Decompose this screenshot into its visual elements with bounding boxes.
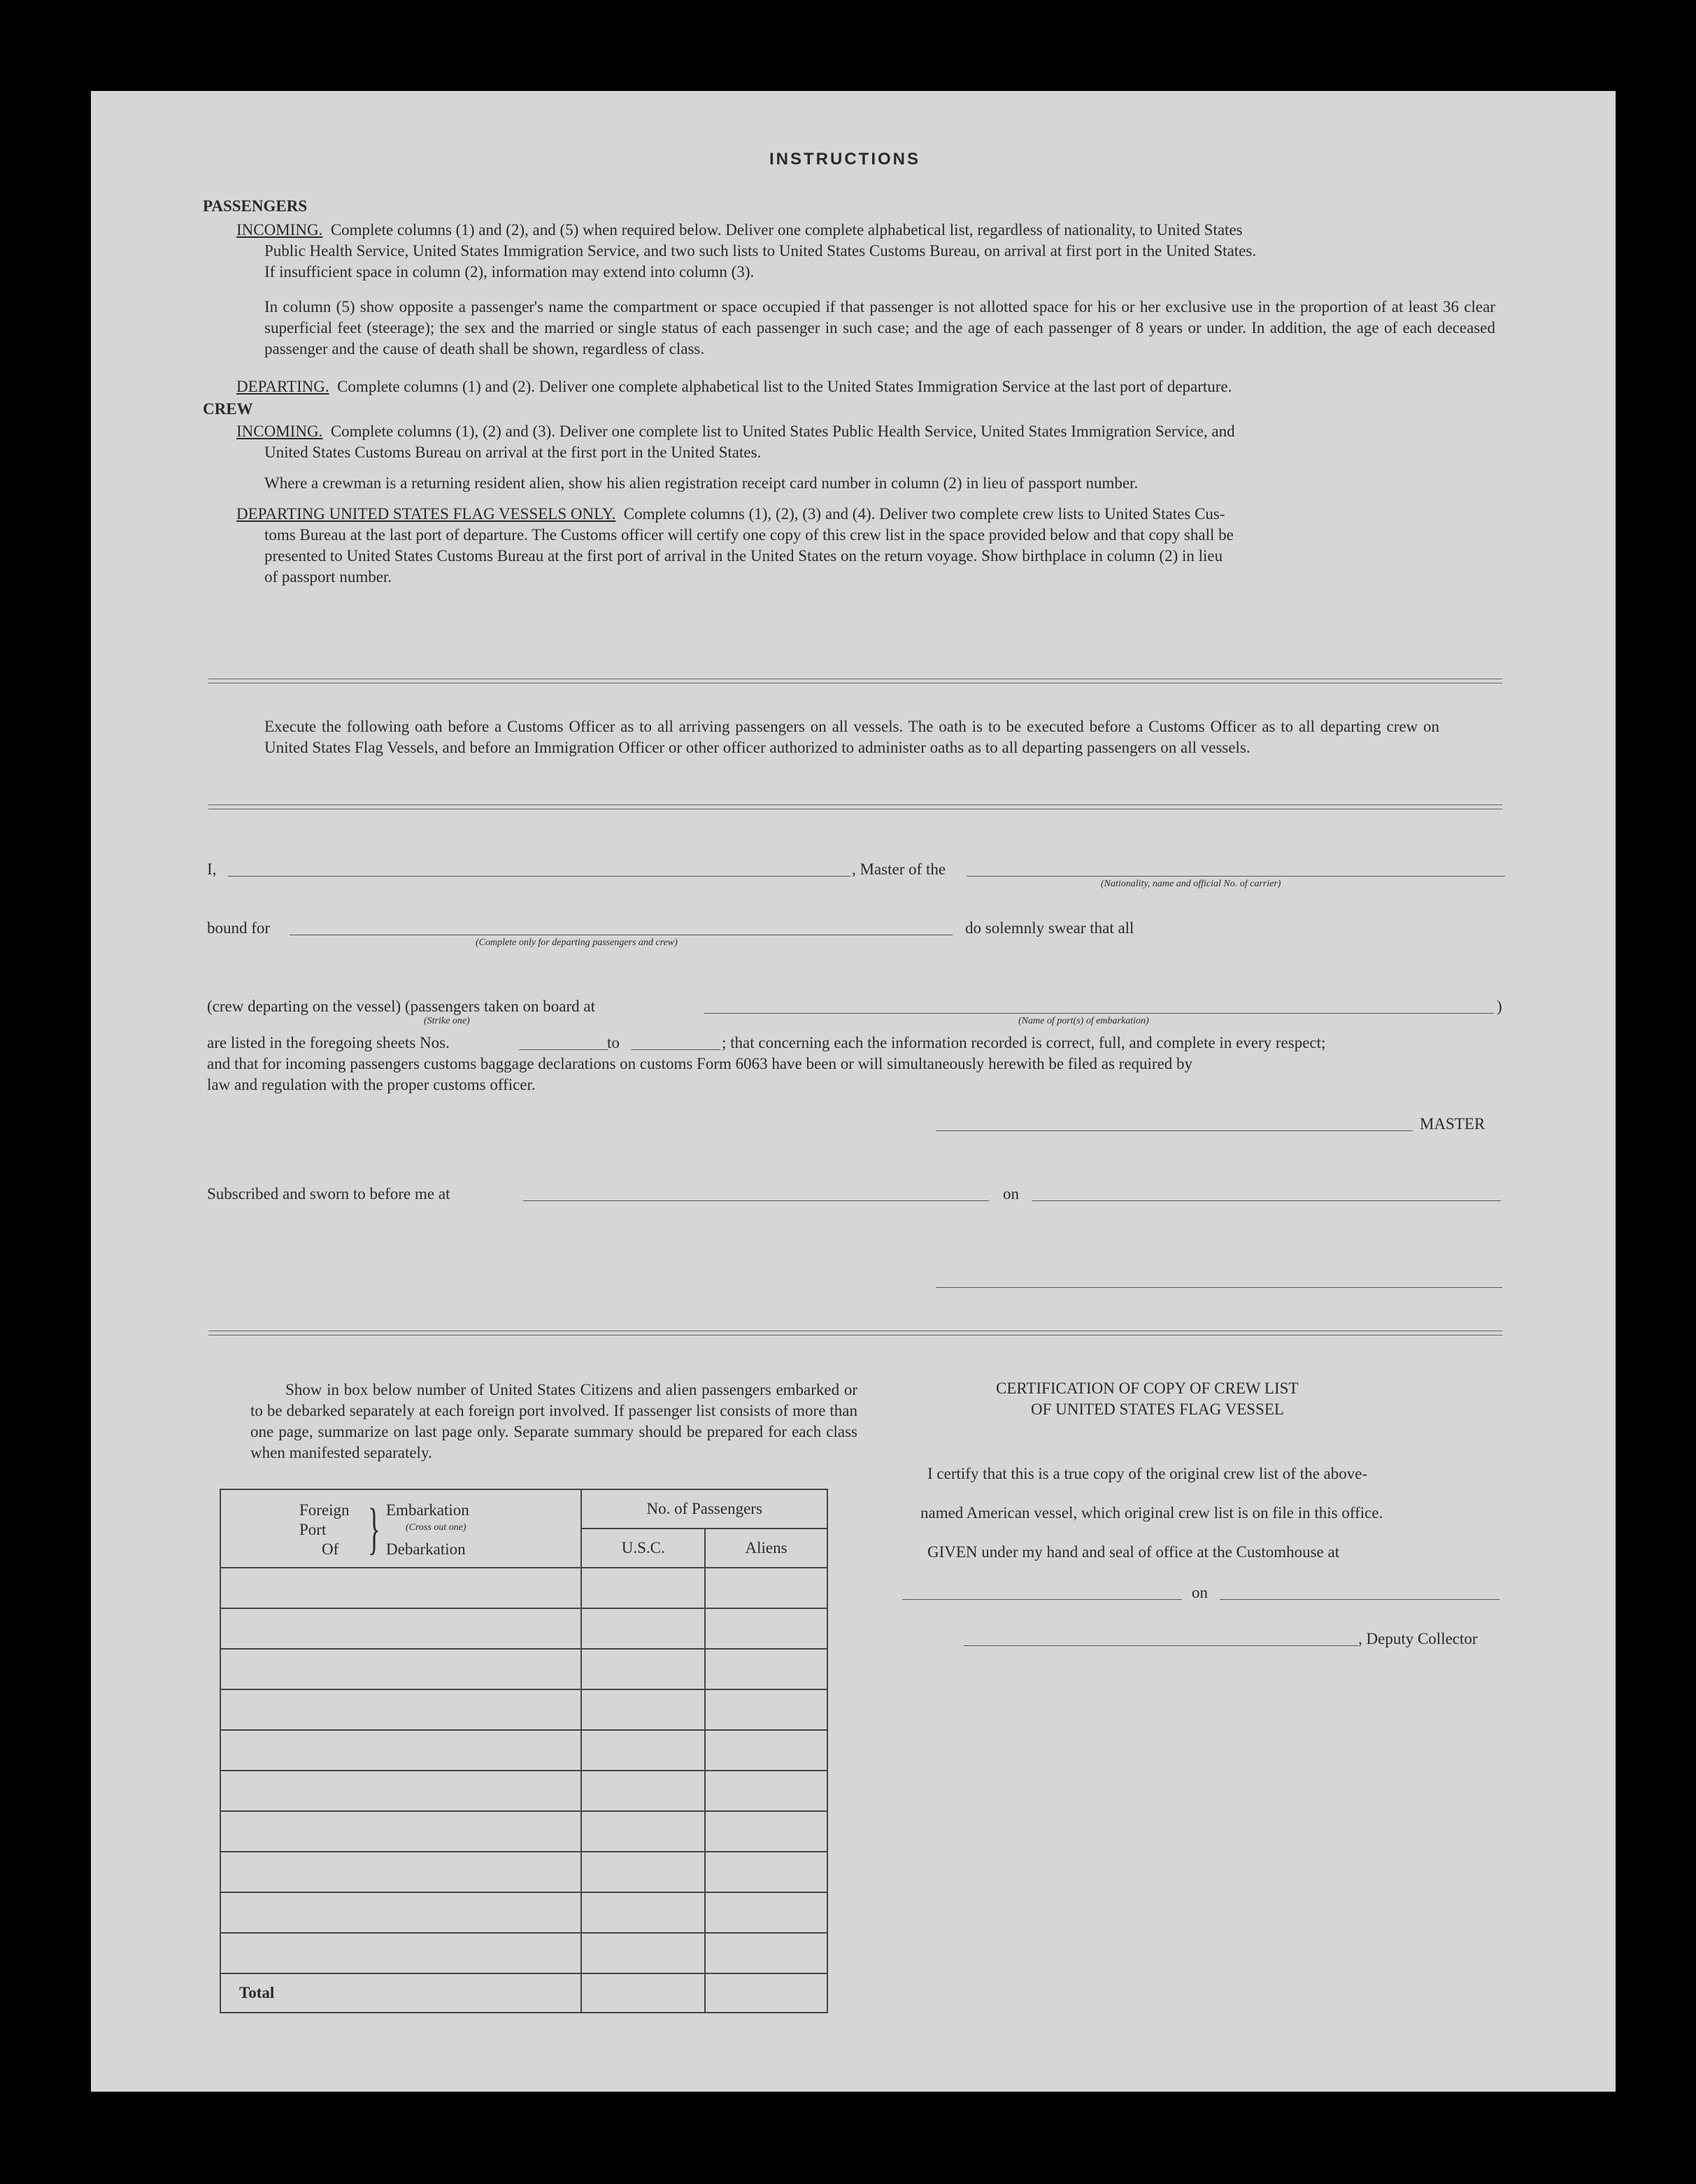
departing-flag-text-3: presented to United States Customs Bureau at the first port of arrival in the United States on the return voyage. Show birthplace in column (2) in lieu xyxy=(264,547,1223,565)
certification-title-1: CERTIFICATION OF COPY OF CREW LIST xyxy=(996,1380,1299,1397)
crew-incoming-label: INCOMING. xyxy=(236,423,323,440)
bound-caption: (Complete only for departing passengers and crew) xyxy=(476,937,678,948)
brace-glyph: } xyxy=(368,1496,380,1560)
to-label: to xyxy=(607,1034,620,1051)
usc-cell[interactable] xyxy=(581,1568,705,1608)
ports-caption: (Name of port(s) of embarkation) xyxy=(1018,1016,1149,1026)
aliens-cell[interactable] xyxy=(705,1689,827,1730)
master-label: MASTER xyxy=(1420,1115,1485,1133)
departing-flag-text-4: of passport number. xyxy=(264,568,392,586)
certification-date-field[interactable] xyxy=(1220,1599,1499,1600)
customhouse-field[interactable] xyxy=(902,1599,1182,1600)
deputy-collector-label: , Deputy Collector xyxy=(1358,1630,1478,1647)
listed-prefix: are listed in the foregoing sheets Nos. xyxy=(207,1034,450,1051)
divider-3 xyxy=(208,1331,1502,1335)
certification-title-2: OF UNITED STATES FLAG VESSEL xyxy=(1031,1401,1284,1418)
incoming-passengers-line1 xyxy=(236,220,1243,241)
summary-row xyxy=(220,1608,827,1649)
sworn-place-field[interactable] xyxy=(523,1200,989,1201)
aliens-cell[interactable] xyxy=(705,1892,827,1933)
summary-row xyxy=(220,1568,827,1608)
summary-row xyxy=(220,1933,827,1973)
usc-cell[interactable] xyxy=(581,1649,705,1689)
oath-line3: law and regulation with the proper customs officer. xyxy=(207,1076,536,1093)
port-label: Port xyxy=(299,1521,327,1538)
summary-row xyxy=(220,1852,827,1892)
close-paren: ) xyxy=(1497,998,1502,1015)
foreign-label: Foreign xyxy=(299,1501,350,1519)
usc-cell[interactable] xyxy=(581,1730,705,1771)
incoming-text-1: Complete columns (1) and (2), and (5) when required below. Deliver one complete alphabetical list, regardless of nationality, to United States xyxy=(330,221,1243,239)
strike-one-caption: (Strike one) xyxy=(424,1016,470,1026)
oath-intro: Execute the following oath before a Customs Officer as to all arriving passengers on all vessels. The oath is to be executed before a Customs Officer as to all departing crew on United States Flag Vessels, and before an Immigration Officer or other officer authorized to administer oaths as to all departing passengers on all vessels. xyxy=(264,718,1439,756)
column5-paragraph: In column (5) show opposite a passenger's name the compartment or space occupied if that passenger is not allotted space for his or her exclusive use in the proportion of at least 36 clear superficial feet (steerage); the sex and the married or single status of each passenger in such case; and the age of each passenger of 8 years or under. In addition, the age of each deceased passenger and the cause of death shall be shown, regardless of class. xyxy=(264,298,1495,357)
crew-passengers-text: (crew departing on the vessel) (passengers taken on board at xyxy=(207,998,595,1015)
total-label-cell xyxy=(220,1973,581,2013)
certification-given: GIVEN under my hand and seal of office at the Customhouse at xyxy=(927,1543,1340,1561)
cross-out-caption: (Cross out one) xyxy=(406,1522,466,1533)
crewman-text: Where a crewman is a returning resident alien, show his alien registration receipt card number in column (2) in lieu of passport number. xyxy=(264,474,1139,492)
departing-label: DEPARTING. xyxy=(236,378,329,395)
aliens-cell[interactable] xyxy=(705,1933,827,1973)
total-aliens-cell[interactable] xyxy=(705,1973,827,2013)
incoming-text-2: Public Health Service, United States Immigration Service, and two such lists to United States Customs Bureau, on arrival at first port in the United States. xyxy=(264,242,1257,260)
usc-cell[interactable] xyxy=(581,1933,705,1973)
departing-flag-line1 xyxy=(236,504,1225,525)
total-usc-cell[interactable] xyxy=(581,1973,705,2013)
aliens-cell[interactable] xyxy=(705,1649,827,1689)
sheet-to-field[interactable] xyxy=(631,1049,720,1050)
master-of-the-label: , Master of the xyxy=(852,860,946,878)
incoming-label: INCOMING. xyxy=(236,221,323,239)
no-of-passengers-header: No. of Passengers xyxy=(581,1489,827,1529)
officer-signature-field[interactable] xyxy=(936,1287,1502,1288)
sworn-on-label: on xyxy=(1003,1185,1019,1203)
aliens-cell[interactable] xyxy=(705,1852,827,1892)
port-cell[interactable] xyxy=(220,1892,581,1933)
i-label: I, xyxy=(207,860,217,878)
aliens-header: Aliens xyxy=(705,1529,827,1568)
form-sheet xyxy=(91,91,1616,2092)
departing-flag-label: DEPARTING UNITED STATES FLAG VESSELS ONLY. xyxy=(236,505,616,523)
summary-row xyxy=(220,1649,827,1689)
summary-instructions: Show in box below number of United States Citizens and alien passengers embarked or to be debarked separately at each foreign port involved. If passenger list consists of more than one page, summarize on last page only. Separate summary should be prepared for each class when manifested separately. xyxy=(250,1381,857,1461)
deputy-signature-field[interactable] xyxy=(964,1645,1358,1646)
aliens-cell[interactable] xyxy=(705,1608,827,1649)
usc-header: U.S.C. xyxy=(581,1529,705,1568)
aliens-cell[interactable] xyxy=(705,1568,827,1608)
port-cell[interactable] xyxy=(220,1649,581,1689)
departing-flag-text-1: Complete columns (1), (2), (3) and (4). Deliver two complete crew lists to United States Cus- xyxy=(623,505,1225,523)
certification-text-1: I certify that this is a true copy of the original crew list of the above- xyxy=(927,1465,1368,1482)
summary-row xyxy=(220,1892,827,1933)
port-cell[interactable] xyxy=(220,1568,581,1608)
listed-suffix: ; that concerning each the information recorded is correct, full, and complete in every respect; xyxy=(722,1034,1326,1051)
embarkation-label: Embarkation xyxy=(386,1501,469,1519)
debarkation-label: Debarkation xyxy=(386,1540,466,1558)
port-cell[interactable] xyxy=(220,1608,581,1649)
usc-cell[interactable] xyxy=(581,1608,705,1649)
carrier-field[interactable] xyxy=(967,876,1505,877)
departing-text: Complete columns (1) and (2). Deliver one complete alphabetical list to the United States Immigration Service at the last port of departure. xyxy=(337,378,1232,395)
port-cell[interactable] xyxy=(220,1933,581,1973)
certification-on-label: on xyxy=(1192,1584,1208,1601)
incoming-text-3: If insufficient space in column (2), information may extend into column (3). xyxy=(264,263,755,281)
departing-flag-text-2: toms Bureau at the last port of departure. The Customs officer will certify one copy of this crew list in the space provided below and that copy shall be xyxy=(264,526,1234,544)
divider-1 xyxy=(208,679,1502,683)
divider-2 xyxy=(208,804,1502,809)
summary-row xyxy=(220,1811,827,1852)
certification-text-2: named American vessel, which original crew list is on file in this office. xyxy=(920,1504,1383,1522)
of-label: Of xyxy=(322,1540,339,1558)
instructions-title: INSTRUCTIONS xyxy=(769,150,920,169)
summary-row xyxy=(220,1771,827,1811)
port-cell[interactable] xyxy=(220,1730,581,1771)
crew-incoming-line1 xyxy=(236,421,1235,442)
passenger-summary-table xyxy=(220,1489,828,2013)
sworn-date-field[interactable] xyxy=(1032,1200,1501,1201)
port-cell[interactable] xyxy=(220,1811,581,1852)
total-label: Total xyxy=(239,1984,275,2001)
sheet-from-field[interactable] xyxy=(519,1049,608,1050)
crew-heading: CREW xyxy=(203,400,253,418)
port-cell[interactable] xyxy=(220,1771,581,1811)
aliens-cell[interactable] xyxy=(705,1771,827,1811)
usc-cell[interactable] xyxy=(581,1892,705,1933)
summary-row xyxy=(220,1689,827,1730)
usc-cell[interactable] xyxy=(581,1771,705,1811)
port-header-cell xyxy=(220,1489,581,1568)
usc-cell[interactable] xyxy=(581,1689,705,1730)
ports-field[interactable] xyxy=(704,1013,1494,1014)
carrier-caption: (Nationality, name and official No. of carrier) xyxy=(1101,879,1281,889)
master-name-field[interactable] xyxy=(228,876,850,877)
summary-row xyxy=(220,1730,827,1771)
aliens-cell[interactable] xyxy=(705,1730,827,1771)
port-cell[interactable] xyxy=(220,1689,581,1730)
passengers-heading: PASSENGERS xyxy=(203,197,308,215)
crew-incoming-text-2: United States Customs Bureau on arrival at the first port in the United States. xyxy=(264,444,762,461)
subscribed-label: Subscribed and sworn to before me at xyxy=(207,1185,450,1203)
departing-passengers xyxy=(236,376,1232,397)
usc-cell[interactable] xyxy=(581,1811,705,1852)
port-cell[interactable] xyxy=(220,1852,581,1892)
bound-for-label: bound for xyxy=(207,919,271,937)
oath-line2: and that for incoming passengers customs baggage declarations on customs Form 6063 have been or will simultaneously herewith be filed as required by xyxy=(207,1055,1193,1072)
aliens-cell[interactable] xyxy=(705,1811,827,1852)
master-signature-field[interactable] xyxy=(936,1130,1413,1131)
crew-incoming-text-1: Complete columns (1), (2) and (3). Deliver one complete list to United States Public Health Service, United States Immigration Service, and xyxy=(330,423,1235,440)
swear-text: do solemnly swear that all xyxy=(965,919,1134,937)
usc-cell[interactable] xyxy=(581,1852,705,1892)
